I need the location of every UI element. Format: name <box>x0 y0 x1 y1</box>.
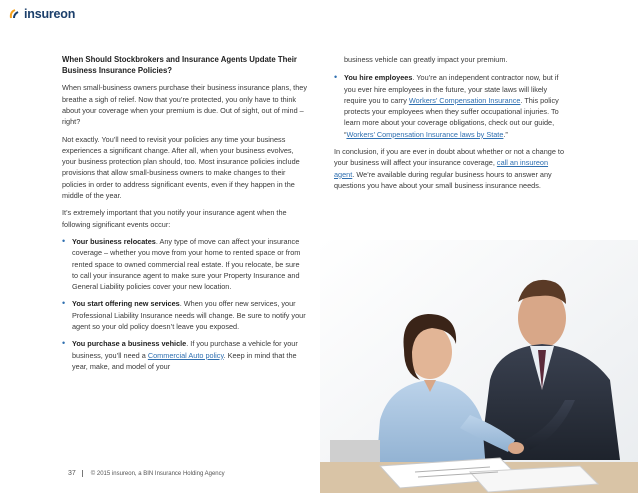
commercial-auto-link[interactable]: Commercial Auto policy <box>147 350 224 360</box>
logo-text: insureon <box>24 7 76 21</box>
bullet-text: . If you purchase a vehicle for your business, you’ll need a <box>72 339 298 360</box>
bullet-text: . Any type of move can affect your insurance coverage – whether you move from your home to rented space or from rented space to owned commercial real estate. If you relocate, be sure to call your insurance agent to make sure your Property Insurance and General Liability policies cover your new location. <box>72 236 301 292</box>
section-heading: When Should Stockbrokers and Insurance Agents Update Their Business Insurance Policies? <box>62 55 297 76</box>
bullet-icon: • <box>62 338 66 349</box>
list-item <box>334 72 564 140</box>
conclusion-text: In conclusion, if you are ever in doubt about whether or not a change to your business will affect your insurance coverage, <box>334 147 565 168</box>
bullet-lead: You purchase a business vehicle <box>72 339 187 349</box>
paragraph-intro: When small-business owners purchase their business insurance plans, they breathe a sigh of relief. Now that you’re protected, you only have to think about your coverage when your premium is due. Out of sight, out of mind – right? <box>62 83 307 127</box>
copyright-text: © 2015 insureon, a BIN Insurance Holding Agency <box>90 470 225 477</box>
bullet-text: . Keep in mind that the year, make, and model of your <box>72 350 297 371</box>
events-list <box>62 236 307 372</box>
paragraph-conclusion <box>334 146 564 191</box>
events-list-continued <box>334 72 564 140</box>
list-item <box>62 298 307 332</box>
bullet-text: .” <box>503 129 508 139</box>
page-footer <box>68 470 225 477</box>
bullet-lead: You start offering new services <box>72 299 180 309</box>
business-people-photo <box>320 240 638 493</box>
insureon-logo <box>9 7 75 21</box>
conclusion-text: . We’re available during regular business hours to answer any questions you have about your small business insurance needs. <box>334 169 552 190</box>
bullet-text: . When you offer new services, your Professional Liability Insurance needs will change. Be sure to notify your agent so your old policy doesn’t leave you exposed. <box>72 299 306 332</box>
bullet-icon: • <box>62 298 66 309</box>
call-agent-link[interactable]: call an insureon agent <box>334 158 549 179</box>
photo-illustration-icon <box>320 240 638 493</box>
workers-comp-laws-link[interactable]: Workers’ Compensation Insurance laws by State <box>346 129 504 139</box>
paragraph-revisit: Not exactly. You’ll need to revisit your policies any time your business experiences a significant change. After all, when your business evolves, your business protection plan should, too. Most insurance policies include provisions that allow small-business owners to make changes to their policies in order to address significant events, even if they happen in the middle of the year. <box>62 134 300 201</box>
left-column <box>62 54 307 378</box>
bullet-icon: • <box>62 235 66 246</box>
paragraph-notify: It’s extremely important that you notify your insurance agent when the following significant events occur: <box>62 208 287 229</box>
workers-comp-link[interactable]: Workers’ Compensation Insurance <box>408 95 521 105</box>
page-number: 37 <box>68 470 83 477</box>
bullet-icon: • <box>334 72 338 83</box>
list-item <box>62 338 307 372</box>
bullet-text: . You’re an independent contractor now, but if you ever hire employees in the future, your state laws will likely require you to carry <box>344 73 559 105</box>
logo-mark-icon <box>9 8 21 20</box>
right-column <box>334 54 564 197</box>
list-item <box>62 236 307 292</box>
bullet-text: . This policy protects your employees when they suffer occupational injuries. To learn more about your coverage obligations, check out our guide, “ <box>344 95 559 139</box>
continuation-text: business vehicle can greatly impact your premium. <box>344 55 508 64</box>
bullet-lead: Your business relocates <box>72 236 156 246</box>
bullet-lead: You hire employees <box>344 73 413 83</box>
